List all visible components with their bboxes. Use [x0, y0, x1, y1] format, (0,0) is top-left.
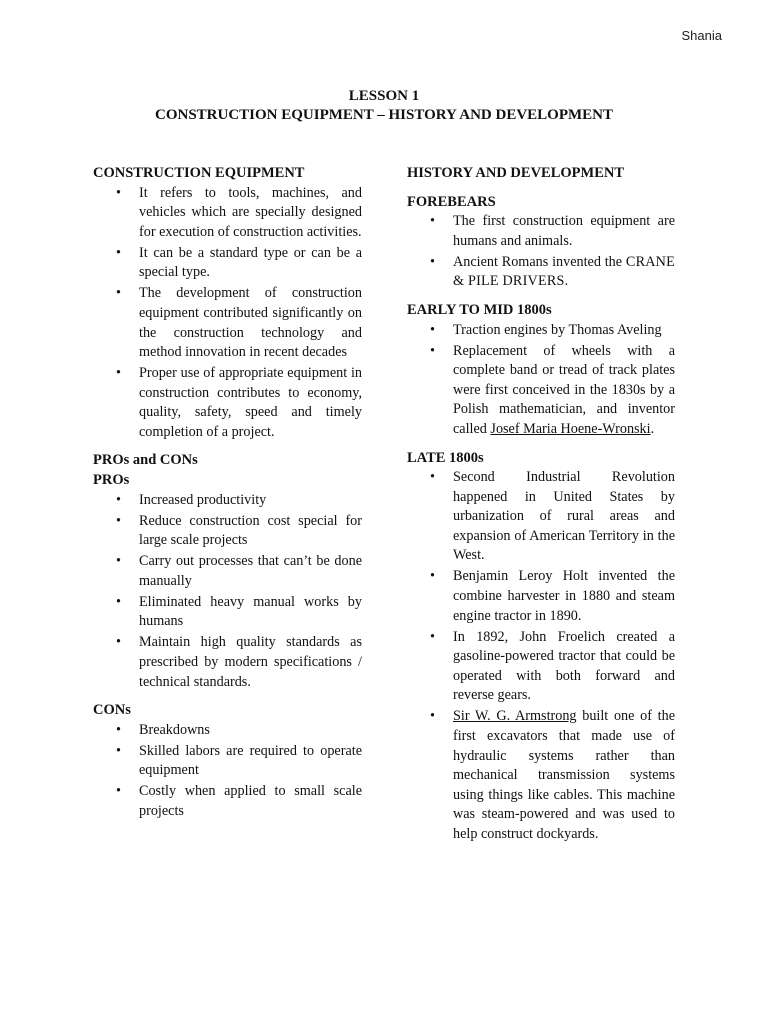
forebears-list: [407, 212, 675, 292]
cons-heading: CONs: [93, 702, 131, 719]
lesson-title: CONSTRUCTION EQUIPMENT – HISTORY AND DEVELOPMENT: [154, 107, 613, 123]
list-item: • Eliminated heavy manual works by humans: [139, 593, 362, 632]
list-item: • Proper use of appropriate equipment in construction contributes to economy, quality, safety, speed and timely completion of a project.: [139, 364, 362, 442]
document-title: [0, 87, 768, 125]
list-item: • The development of construction equipment contributed significantly on the construction technology and method innovation in recent decades: [139, 284, 362, 362]
list-item: • Increased productivity: [139, 491, 362, 511]
list-item: • Skilled labors are required to operate equipment: [139, 742, 362, 781]
armstrong-name: Sir W. G. Armstrong: [453, 708, 577, 725]
hoene-wronski-name: Josef Maria Hoene-Wronski: [490, 420, 651, 437]
early-to-mid-1800s-heading: EARLY TO MID 1800s: [407, 301, 552, 318]
early-1800s-list: [407, 321, 675, 440]
list-item: • In 1892, John Froelich created a gasoline-powered tractor that could be operated with both forward and reverse gears.: [453, 628, 675, 706]
pros-heading: PROs: [93, 472, 130, 489]
list-item: • Second Industrial Revolution happened in United States by urbanization of rural areas and expansion of American Territory in the West.: [453, 468, 675, 566]
list-item: • It refers to tools, machines, and vehicles which are specially designed for execution of construction activities.: [139, 184, 362, 243]
list-item-text: .: [650, 420, 655, 437]
crane-pile-drivers-text: CRANE & PILE DRIVERS.: [453, 253, 675, 290]
list-item-text: Replacement of wheels with a complete band or tread of track plates were first conceived in the 1830s by a Polish mathematician, and inventor called: [453, 342, 675, 437]
list-item: [453, 342, 675, 440]
construction-equipment-heading: CONSTRUCTION EQUIPMENT: [93, 165, 305, 181]
right-column: [407, 164, 675, 846]
list-item: • Breakdowns: [139, 721, 362, 741]
list-item: • Benjamin Leroy Holt invented the combine harvester in 1880 and steam engine tractor in 1890.: [453, 567, 675, 626]
late-1800s-heading: LATE 1800s: [407, 449, 484, 466]
lesson-number: LESSON 1: [348, 88, 420, 104]
list-item: [453, 253, 675, 292]
list-item: • Maintain high quality standards as prescribed by modern specifications / technical standards.: [139, 633, 362, 692]
cons-list: [93, 721, 362, 822]
left-column: [93, 164, 362, 823]
list-item: • The first construction equipment are humans and animals.: [453, 212, 675, 251]
pros-list: [93, 491, 362, 693]
list-item: • It can be a standard type or can be a special type.: [139, 244, 362, 283]
history-development-heading: HISTORY AND DEVELOPMENT: [407, 165, 625, 181]
list-item: • Carry out processes that can’t be done manually: [139, 552, 362, 591]
list-item: • Traction engines by Thomas Aveling: [453, 321, 675, 341]
list-item-text: built one of the first excavators that made use of hydraulic systems rather than mechanical transmission systems using things like cables. This machine was steam-powered and was used to help construct dockyards.: [453, 708, 675, 842]
list-item: [453, 707, 675, 844]
list-item: • Costly when applied to small scale projects: [139, 782, 362, 821]
late-1800s-list: [407, 468, 675, 844]
author-name: Shania: [681, 28, 722, 43]
construction-equipment-list: [93, 184, 362, 443]
forebears-heading: FOREBEARS: [407, 193, 496, 210]
list-item: • Reduce construction cost special for large scale projects: [139, 512, 362, 551]
pros-and-cons-heading: PROs and CONs: [93, 452, 198, 469]
list-item-text: Ancient Romans invented the: [453, 253, 626, 270]
